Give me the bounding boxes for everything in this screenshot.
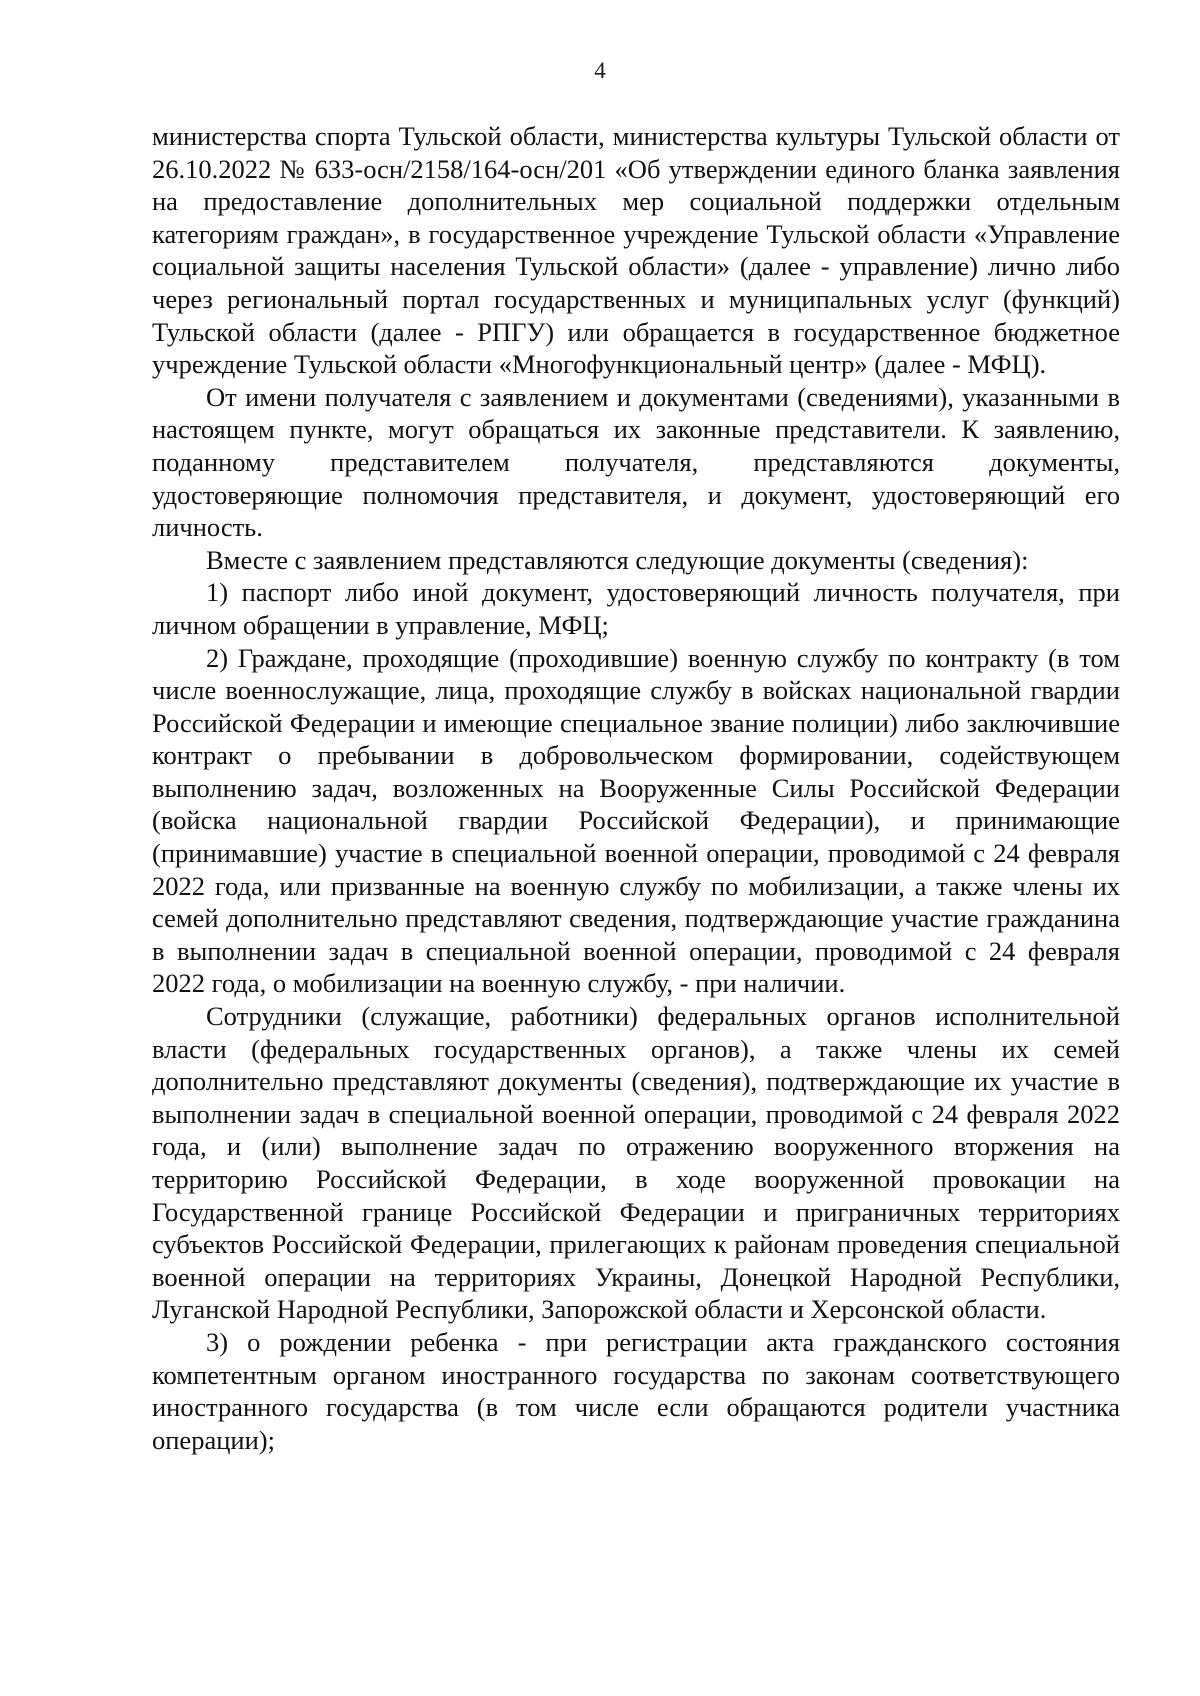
paragraph-representatives: От имени получателя с заявлением и документами (сведениями), указанными в настоящем пункте, могут обращаться их законные представители. К заявлению, поданному представителем получателя, представляются документы, удостоверяющие полномочия представителя, и документ, удостоверяющий его личность. [152, 381, 1120, 543]
paragraph-continuation: министерства спорта Тульской области, министерства культуры Тульской области от 26.10.2022 № 633-осн/2158/164-осн/201 «Об утверждении единого бланка заявления на предоставление дополнительных мер социальной поддержки отдельным категориям граждан», в государственное учреждение Тульской области «Управление социальной защиты населения Тульской области» (далее - управление) лично либо через региональный портал государственных и муниципальных услуг (функций) Тульской области (далее - РПГУ) или обращается в государственное бюджетное учреждение Тульской области «Многофункциональный центр» (далее - МФЦ). [152, 121, 1120, 380]
list-item-1: 1) паспорт либо иной документ, удостоверяющий личность получателя, при личном обращении в управление, МФЦ; [152, 577, 1120, 640]
paragraph-employees: Сотрудники (служащие, работники) федеральных органов исполнительной власти (федеральных государственных органов), а также члены их семей дополнительно представляют документы (сведения), подтверждающие их участие в выполнении задач в специальной военной операции, проводимой с 24 февраля 2022 года, и (или) выполнение задач по отражению вооруженного вторжения на территорию Российской Федерации, в ходе вооруженной провокации на Государственной границе Российской Федерации и приграничных территориях субъектов Российской Федерации, прилегающих к районам проведения специальной военной операции на территориях Украины, Донецкой Народной Республики, Луганской Народной Республики, Запорожской области и Херсонской области. [152, 1001, 1120, 1325]
paragraph-documents-intro: Вместе с заявлением представляются следующие документы (сведения): [206, 544, 1029, 575]
document-body [152, 120, 1120, 1456]
list-item-3: 3) о рождении ребенка - при регистрации акта гражданского состояния компетентным органом иностранного государства по законам соответствующего иностранного государства (в том числе если обращаются родители участника операции); [152, 1326, 1120, 1455]
page-number: 4 [594, 58, 606, 83]
list-item-2: 2) Граждане, проходящие (проходившие) военную службу по контракту (в том числе военнослужащие, лица, проходящие службу в войсках национальной гвардии Российской Федерации и имеющие специальное звание полиции) либо заключившие контракт о пребывании в добровольческом формировании, содействующем выполнению задач, возложенных на Вооруженные Силы Российской Федерации (войска национальной гвардии Российской Федерации), и принимающие (принимавшие) участие в специальной военной операции, проводимой с 24 февраля 2022 года, или призванные на военную службу по мобилизации, а также члены их семей дополнительно представляют сведения, подтверждающие участие гражданина в выполнении задач в специальной военной операции, проводимой с 24 февраля 2022 года, о мобилизации на военную службу, - при наличии. [152, 642, 1120, 999]
